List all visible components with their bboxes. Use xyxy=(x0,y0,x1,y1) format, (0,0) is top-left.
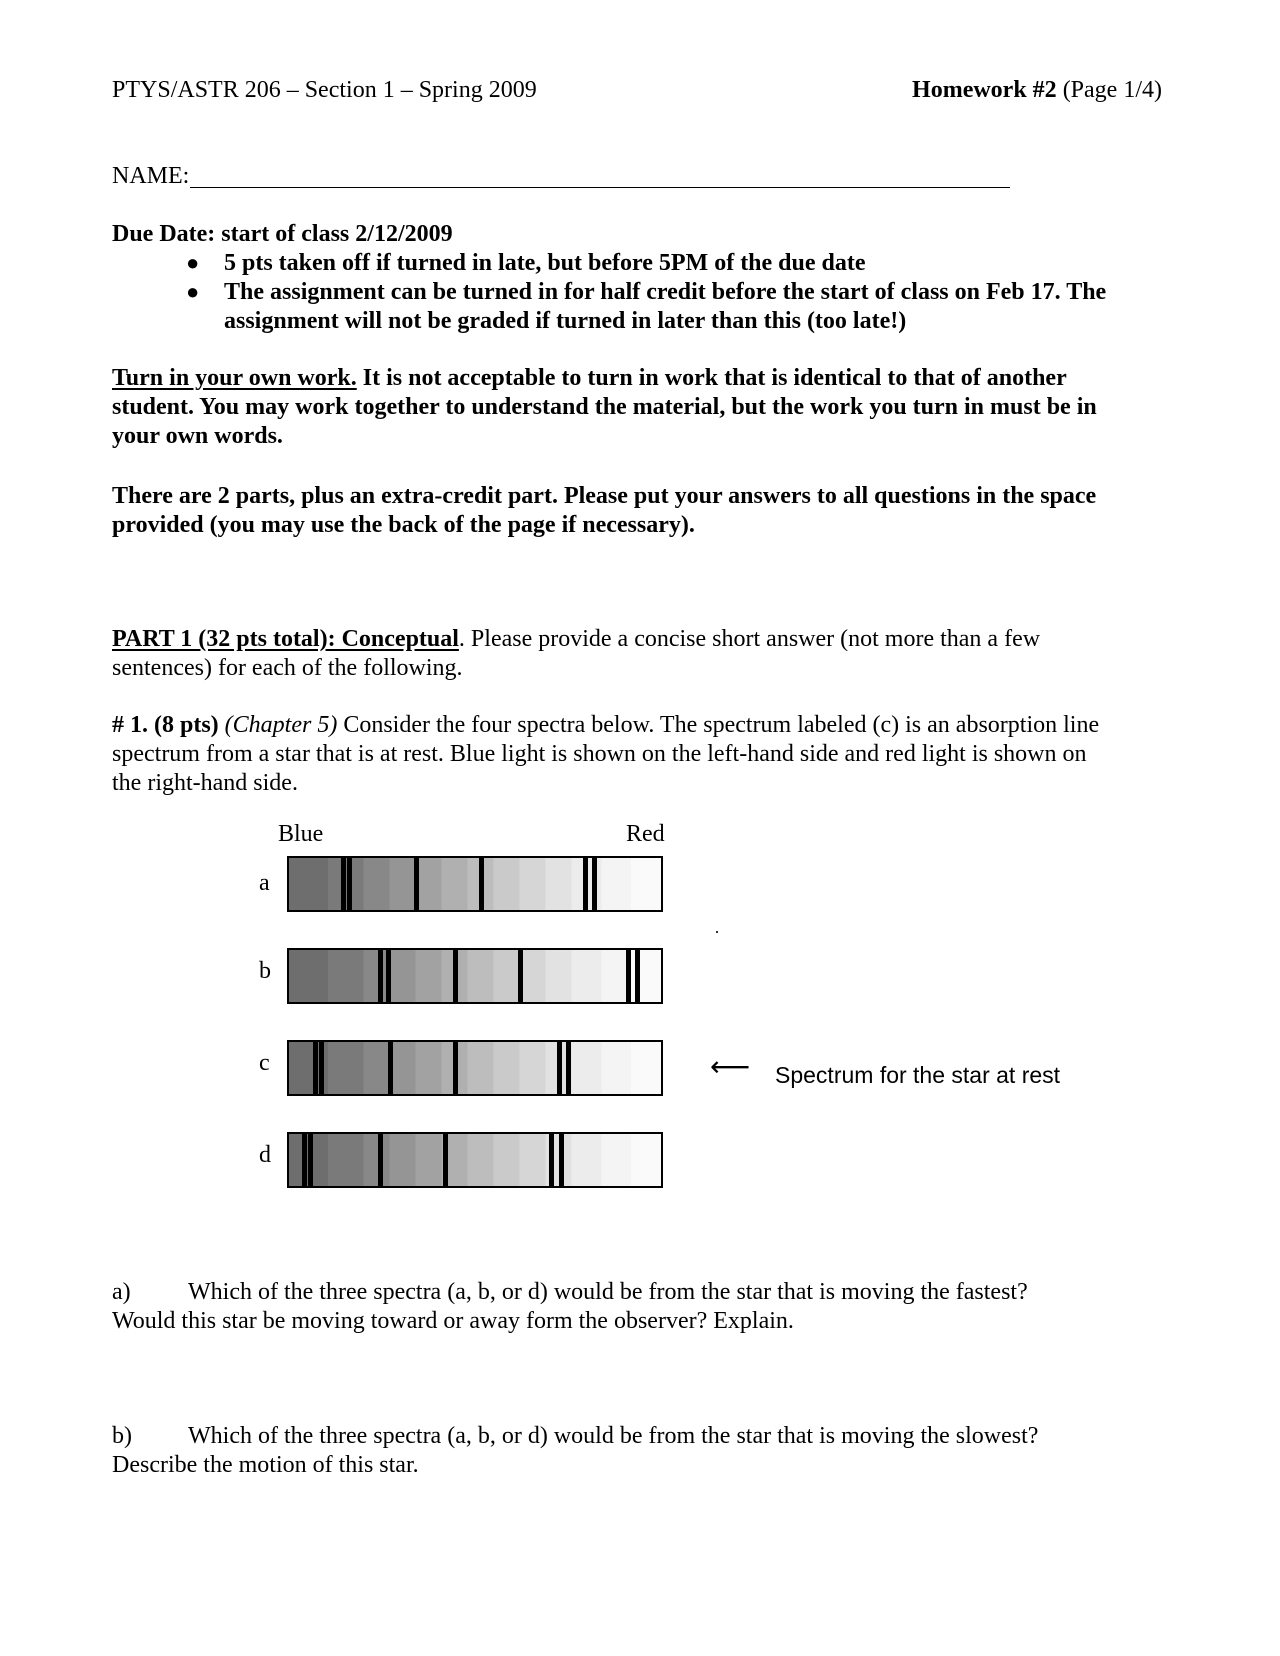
absorption-line xyxy=(347,858,352,910)
homework-title xyxy=(912,76,1162,105)
spectrum-d-label: d xyxy=(259,1142,271,1168)
part1-text: . Please provide a concise short answer (not more than a few xyxy=(458,626,1041,652)
absorption-line xyxy=(479,858,484,910)
qa-letter: a) xyxy=(112,1279,131,1305)
part1-heading: PART 1 (32 pts total): Conceptual xyxy=(112,626,459,652)
q1-line-3: the right-hand side. xyxy=(112,770,298,796)
q1-chapter: (Chapter 5) xyxy=(218,712,338,738)
absorption-line xyxy=(414,858,419,910)
absorption-line xyxy=(308,1134,313,1186)
course-title: PTYS/ASTR 206 – Section 1 – Spring 2009 xyxy=(112,77,537,103)
spectrum-c xyxy=(287,1040,663,1096)
absorption-line xyxy=(453,950,458,1002)
absorption-line xyxy=(443,1134,448,1186)
absorption-line xyxy=(592,858,597,910)
due-bullet-2-cont: assignment will not be graded if turned in later than this (too late!) xyxy=(224,308,907,334)
q1-number: # 1. (8 pts) xyxy=(112,712,219,738)
absorption-line xyxy=(557,1042,562,1094)
spectrum-a xyxy=(287,856,663,912)
qb-letter: b) xyxy=(112,1423,132,1449)
bullet-dot: ● xyxy=(186,250,200,275)
absorption-line xyxy=(559,1134,564,1186)
due-bullet-1: 5 pts taken off if turned in late, but before 5PM of the due date xyxy=(224,250,866,276)
own-work-line-3: your own words. xyxy=(112,423,283,449)
absorption-line xyxy=(453,1042,458,1094)
absorption-line xyxy=(626,950,631,1002)
absorption-line xyxy=(313,1042,318,1094)
homework-number: Homework #2 xyxy=(912,77,1057,103)
own-work-heading: Turn in your own work. xyxy=(112,365,357,391)
absorption-line xyxy=(518,950,523,1002)
left-arrow-icon: ⟵ xyxy=(710,1050,751,1083)
absorption-line xyxy=(341,858,346,910)
spectrum-a-label: a xyxy=(259,870,270,896)
absorption-line xyxy=(549,1134,554,1186)
own-work-line-1 xyxy=(112,364,1067,393)
own-work-line-2: student. You may work together to understand the material, but the work you turn in must be in xyxy=(112,394,1097,420)
scan-speck xyxy=(716,931,718,933)
q1-line-1 xyxy=(112,711,1099,740)
absorption-line xyxy=(319,1042,324,1094)
name-field-line[interactable] xyxy=(190,187,1010,188)
spectrum-b-label: b xyxy=(259,958,271,984)
absorption-line xyxy=(302,1134,307,1186)
spectrum-c-label: c xyxy=(259,1050,270,1076)
q1-text: Consider the four spectra below. The spectrum labeled (c) is an absorption line xyxy=(337,712,1100,738)
q1-line-2: spectrum from a star that is at rest. Blue light is shown on the left-hand side and red light is shown on xyxy=(112,741,1087,767)
absorption-line xyxy=(635,950,640,1002)
bullet-dot: ● xyxy=(186,279,200,304)
qb-line-1: Which of the three spectra (a, b, or d) would be from the star that is moving the slowest? xyxy=(188,1423,1039,1449)
due-bullet-2: The assignment can be turned in for half credit before the start of class on Feb 17. The xyxy=(224,279,1107,305)
rest-spectrum-note: Spectrum for the star at rest xyxy=(775,1062,1061,1088)
absorption-line xyxy=(388,1042,393,1094)
spectrum-b xyxy=(287,948,663,1004)
due-date: Due Date: start of class 2/12/2009 xyxy=(112,221,453,247)
parts-note-line-2: provided (you may use the back of the page if necessary). xyxy=(112,512,695,538)
absorption-line xyxy=(583,858,588,910)
absorption-line xyxy=(378,950,383,1002)
parts-note-line-1: There are 2 parts, plus an extra-credit part. Please put your answers to all questions in the space xyxy=(112,483,1097,509)
red-label: Red xyxy=(626,821,665,847)
part1-line-1 xyxy=(112,625,1040,654)
spectrum-d xyxy=(287,1132,663,1188)
name-label: NAME: xyxy=(112,163,190,189)
blue-label: Blue xyxy=(278,821,324,847)
page-indicator: (Page 1/4) xyxy=(1056,77,1162,103)
qa-line-2: Would this star be moving toward or away form the observer? Explain. xyxy=(112,1308,794,1334)
absorption-line xyxy=(378,1134,383,1186)
absorption-line xyxy=(386,950,391,1002)
own-work-text: It is not acceptable to turn in work that is identical to that of another xyxy=(356,365,1067,391)
part1-line-2: sentences) for each of the following. xyxy=(112,655,463,681)
qb-line-2: Describe the motion of this star. xyxy=(112,1452,419,1478)
absorption-line xyxy=(566,1042,571,1094)
qa-line-1: Which of the three spectra (a, b, or d) would be from the star that is moving the fastest? xyxy=(188,1279,1028,1305)
